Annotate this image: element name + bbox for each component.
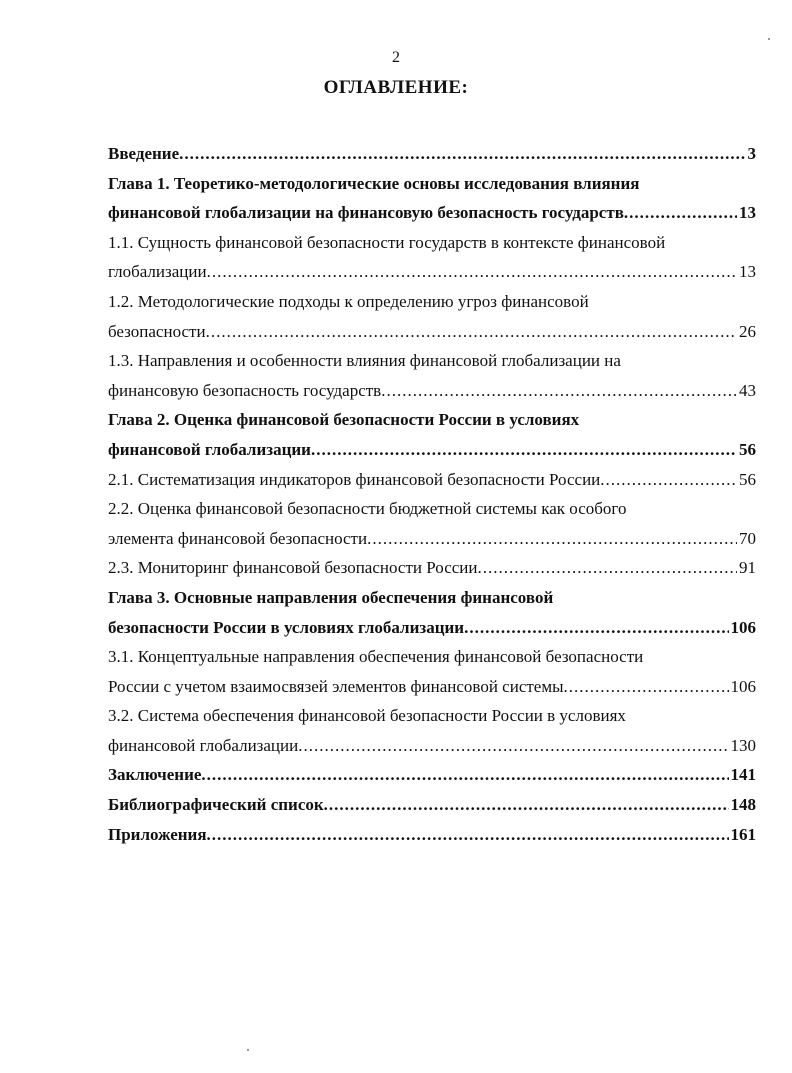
- toc-entry-final-line: [108, 435, 756, 465]
- toc-page-number: 43: [739, 380, 756, 400]
- dot-leader: [207, 257, 737, 287]
- toc-entry: [108, 465, 756, 495]
- toc-page-number: 148: [730, 795, 756, 815]
- dot-leader: [564, 672, 729, 702]
- toc-entry-final-line: [108, 376, 756, 406]
- toc-entry-line: 1.2. Методологические подходы к определению угроз финансовой: [108, 291, 589, 311]
- toc-entry-title: безопасности России в условиях глобализации: [108, 617, 465, 637]
- toc-entry-final-line: [108, 524, 756, 554]
- toc-entry: [108, 287, 756, 346]
- dot-leader: [464, 613, 728, 643]
- toc-page-number: 3: [747, 144, 756, 163]
- toc-entry: [108, 820, 756, 850]
- toc-entry-title: 2.3. Мониторинг финансовой безопасности России: [108, 558, 478, 578]
- toc-entry-final-line: [108, 257, 756, 287]
- toc-entry-line: Глава 2. Оценка финансовой безопасности России в условиях: [108, 410, 580, 430]
- toc-entry-final-line: [108, 760, 756, 790]
- table-of-contents: [108, 139, 756, 849]
- toc-entry: [108, 553, 756, 583]
- toc-page-number: 26: [739, 321, 756, 341]
- toc-entry: [108, 642, 756, 701]
- toc-entry: [108, 346, 756, 405]
- toc-entry-line: 2.2. Оценка финансовой безопасности бюджетной системы как особого: [108, 499, 627, 519]
- dot-leader: [367, 524, 737, 554]
- page-title: ОГЛАВЛЕНИЕ:: [323, 77, 469, 98]
- dot-leader: [298, 731, 728, 761]
- toc-page-number: 56: [739, 439, 756, 459]
- toc-page-number: 106: [730, 617, 756, 637]
- toc-entry-title: безопасности: [108, 321, 206, 341]
- toc-entry: [108, 760, 756, 790]
- toc-entry-title: финансовой глобализации на финансовую безопасность государств: [108, 203, 624, 223]
- page-number: 2: [392, 49, 400, 66]
- toc-entry-title: финансовую безопасность государств: [108, 380, 382, 400]
- toc-entry-final-line: [108, 317, 756, 347]
- scan-speck: [768, 38, 770, 40]
- toc-entry-title: финансовой глобализации: [108, 735, 299, 755]
- toc-entry-final-line: [108, 672, 756, 702]
- toc-entry-title: Введение: [108, 144, 180, 163]
- toc-entry-final-line: [108, 613, 756, 643]
- toc-page-number: 70: [739, 528, 756, 548]
- toc-page-number: 141: [730, 765, 756, 785]
- toc-entry: [108, 494, 756, 553]
- toc-page-number: 91: [739, 558, 756, 578]
- scan-speck: [247, 1049, 249, 1051]
- toc-page-number: 13: [739, 203, 756, 223]
- toc-entry-line: 3.2. Система обеспечения финансовой безопасности России в условиях: [108, 706, 626, 726]
- toc-entry: [108, 169, 756, 228]
- dot-leader: [624, 198, 737, 228]
- toc-entry-final-line: [108, 731, 756, 761]
- toc-page-number: 161: [730, 824, 756, 844]
- toc-entry: [108, 139, 756, 169]
- toc-entry-final-line: [108, 139, 756, 169]
- toc-entry-final-line: [108, 198, 756, 228]
- toc-entry: [108, 405, 756, 464]
- toc-entry-title: глобализации: [108, 262, 207, 282]
- toc-entry-title: Заключение: [108, 765, 202, 785]
- toc-entry-line: 3.1. Концептуальные направления обеспечения финансовой безопасности: [108, 647, 644, 667]
- dot-leader: [206, 317, 737, 347]
- toc-entry-title: России с учетом взаимосвязей элементов финансовой системы: [108, 676, 564, 696]
- toc-entry: [108, 701, 756, 760]
- toc-page-number: 130: [730, 735, 756, 755]
- toc-entry-title: Библиографический список: [108, 795, 324, 815]
- toc-entry-final-line: [108, 790, 756, 820]
- toc-entry-title: элемента финансовой безопасности: [108, 528, 368, 548]
- toc-page-number: 56: [739, 469, 756, 489]
- toc-page-number: 13: [739, 262, 756, 282]
- toc-entry-title: Приложения: [108, 824, 207, 844]
- dot-leader: [600, 465, 737, 495]
- toc-entry-title: 2.1. Систематизация индикаторов финансовой безопасности России: [108, 469, 601, 489]
- dot-leader: [477, 553, 737, 583]
- toc-entry-line: 1.3. Направления и особенности влияния финансовой глобализации на: [108, 351, 621, 371]
- toc-entry-final-line: [108, 553, 756, 583]
- toc-entry-title: финансовой глобализации: [108, 439, 311, 459]
- toc-page-number: 106: [730, 676, 756, 696]
- toc-entry-line: Глава 3. Основные направления обеспечения финансовой: [108, 587, 554, 607]
- dot-leader: [201, 760, 728, 790]
- toc-entry-final-line: [108, 465, 756, 495]
- dot-leader: [324, 790, 729, 820]
- toc-entry-final-line: [108, 820, 756, 850]
- toc-entry: [108, 790, 756, 820]
- toc-entry: [108, 583, 756, 642]
- dot-leader: [311, 435, 737, 465]
- dot-leader: [179, 139, 745, 169]
- toc-entry: [108, 228, 756, 287]
- dot-leader: [207, 820, 729, 850]
- dot-leader: [381, 376, 737, 406]
- toc-entry-line: 1.1. Сущность финансовой безопасности государств в контексте финансовой: [108, 232, 666, 252]
- toc-entry-line: Глава 1. Теоретико-методологические основы исследования влияния: [108, 173, 640, 193]
